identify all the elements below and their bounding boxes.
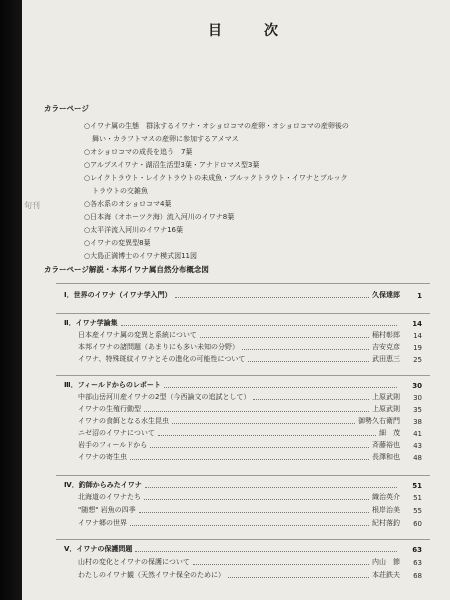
entry-page: 38 xyxy=(413,418,422,426)
entry-title: イワナの寄生虫 xyxy=(78,453,127,461)
entry-page: 41 xyxy=(413,430,422,438)
entry-title: ニゼ沼のイワナについて xyxy=(78,429,155,437)
toc-entry xyxy=(78,557,422,567)
toc-entry xyxy=(78,416,422,426)
edge-mark: 旬刊 xyxy=(24,201,40,210)
leader-dots xyxy=(193,564,369,565)
leader-dots xyxy=(253,399,369,400)
entry-author: 斉藤裕也 xyxy=(372,441,400,449)
color-page-item: 舞い・カラフトマスの産卵に参加するアメマス xyxy=(92,135,239,143)
leader-dots xyxy=(135,551,397,552)
entry-title: 岩手のフィールドから xyxy=(78,441,148,449)
leader-dots xyxy=(144,411,369,412)
entry-title: わたしのイワナ観（天然イワナ保全のために） xyxy=(78,571,225,579)
color-page-item: ○各水系のオショロコマ4葉 xyxy=(84,200,172,208)
toc-section-heading xyxy=(64,480,422,490)
leader-dots xyxy=(150,447,369,448)
section-divider xyxy=(56,475,430,476)
entry-author: 吉安克彦 xyxy=(372,343,400,351)
section-author: 久保達郎 xyxy=(372,291,400,299)
entry-page: 48 xyxy=(413,454,422,462)
entry-page: 19 xyxy=(413,344,422,352)
entry-title: 日本産イワナ属の変異と系統について xyxy=(78,331,197,339)
entry-title: "随想" 岩魚の四季 xyxy=(78,506,136,514)
leader-dots xyxy=(139,512,369,513)
document-page xyxy=(22,0,450,600)
toc-section-heading xyxy=(64,318,422,328)
entry-author: 根岸治美 xyxy=(372,506,400,514)
entry-author: 本荘鉄夫 xyxy=(372,571,400,579)
toc-entry xyxy=(78,330,422,340)
color-page-item: トラウトの交雑魚 xyxy=(92,187,148,195)
toc-entry xyxy=(78,570,422,580)
color-page-item: ○大島正満博士のイワナ模式図11図 xyxy=(84,252,198,260)
leader-dots xyxy=(144,499,369,500)
color-page-item: ○イワナの変異型8葉 xyxy=(84,239,151,247)
color-commentary-heading: カラーページ解説・本邦イワナ属自然分布概念図 xyxy=(44,265,209,274)
leader-dots xyxy=(158,435,376,436)
color-page-item: ○レイクトラウト・レイクトラウトの未成魚・ブルックトラウト・イワナとブルック xyxy=(84,174,348,182)
entry-title: 中部山岳河川産イワナの2型（今西論文の追試として） xyxy=(78,393,251,401)
entry-author: 内山 節 xyxy=(372,558,400,566)
toc-entry xyxy=(78,342,422,352)
toc-section-heading xyxy=(64,380,422,390)
entry-author: 御勢久右衛門 xyxy=(358,417,400,425)
entry-page: 68 xyxy=(413,572,422,580)
entry-author: 上原武則 xyxy=(372,393,400,401)
color-page-item: ○イワナ属の生態 群泳するイワナ・オショロコマの産卵・オショロコマの産卵後の xyxy=(84,122,349,130)
leader-dots xyxy=(172,423,355,424)
section-title: Ⅲ．フィールドからのレポート xyxy=(64,381,161,389)
toc-section-heading xyxy=(64,544,422,554)
section-divider xyxy=(56,313,430,314)
toc-entry xyxy=(78,354,422,364)
entry-title: イワナの食餌となる水生昆虫 xyxy=(78,417,169,425)
section-divider xyxy=(56,539,430,540)
entry-page: 30 xyxy=(413,394,422,402)
entry-page: 35 xyxy=(413,406,422,414)
toc-entry xyxy=(78,452,422,462)
leader-dots xyxy=(130,459,369,460)
leader-dots xyxy=(248,361,369,362)
section-title: Ⅳ．釣師からみたイワナ xyxy=(64,481,142,489)
section-divider xyxy=(56,375,430,376)
leader-dots xyxy=(242,349,369,350)
color-page-item: ○アルプスイワナ・湖沼生活型3葉・アナドロマス型3葉 xyxy=(84,161,260,169)
color-page-item: ○日本海（オホーツク海）流入河川のイワナ8葉 xyxy=(84,213,235,221)
leader-dots xyxy=(130,525,369,526)
section-title: Ⅰ．世界のイワナ（イワナ学入門） xyxy=(64,291,172,299)
entry-author: 長澤和也 xyxy=(372,453,400,461)
entry-author: 織治英介 xyxy=(372,493,400,501)
section-title: Ⅴ．イワナの保護問題 xyxy=(64,545,133,553)
toc-entry xyxy=(78,404,422,414)
toc-entry xyxy=(78,428,422,438)
entry-page: 63 xyxy=(413,559,422,567)
color-pages-heading: カラーページ xyxy=(44,104,89,113)
entry-page: 25 xyxy=(413,356,422,364)
toc-entry xyxy=(78,440,422,450)
entry-page: 55 xyxy=(413,507,422,515)
page-title: 目 次 xyxy=(208,23,292,39)
entry-title: 本邦イワナの諸問題（あまりにも多い未知の分野） xyxy=(78,343,239,351)
color-page-item: ○太平洋流入河川のイワナ16葉 xyxy=(84,226,184,234)
leader-dots xyxy=(121,325,397,326)
leader-dots xyxy=(145,487,397,488)
page-gutter-shadow xyxy=(0,0,22,600)
entry-page: 14 xyxy=(413,332,422,340)
entry-author: 細 茂 xyxy=(379,429,400,437)
entry-title: イワナ、特殊斑紋イワナとその進化の可能性について xyxy=(78,355,246,363)
section-page: 30 xyxy=(412,382,422,390)
toc-entry xyxy=(78,518,422,528)
entry-page: 60 xyxy=(413,520,422,528)
entry-author: 紀村落釣 xyxy=(372,519,400,527)
entry-title: イワナの生殖行動型 xyxy=(78,405,141,413)
color-page-item: ○オショロコマの成長を追う 7葉 xyxy=(84,148,193,156)
entry-author: 武田恵三 xyxy=(372,355,400,363)
section-page: 1 xyxy=(417,292,422,300)
section-page: 14 xyxy=(412,320,422,328)
entry-author: 稲村彰郎 xyxy=(372,331,400,339)
section-divider xyxy=(56,283,430,284)
toc-entry xyxy=(78,492,422,502)
toc-entry xyxy=(78,505,422,515)
entry-title: 山村の変化とイワナの保護について xyxy=(78,558,190,566)
entry-title: 北海道のイワナたち xyxy=(78,493,141,501)
leader-dots xyxy=(200,337,369,338)
section-page: 51 xyxy=(412,482,422,490)
toc-entry xyxy=(78,392,422,402)
entry-author: 上原武則 xyxy=(372,405,400,413)
section-page: 63 xyxy=(412,546,422,554)
leader-dots xyxy=(164,387,397,388)
toc-section-heading xyxy=(64,290,422,300)
entry-title: イワナ郷の世界 xyxy=(78,519,127,527)
entry-page: 51 xyxy=(413,494,422,502)
leader-dots xyxy=(175,297,369,298)
section-title: Ⅱ．イワナ学論集 xyxy=(64,319,118,327)
entry-page: 43 xyxy=(413,442,422,450)
leader-dots xyxy=(228,577,369,578)
